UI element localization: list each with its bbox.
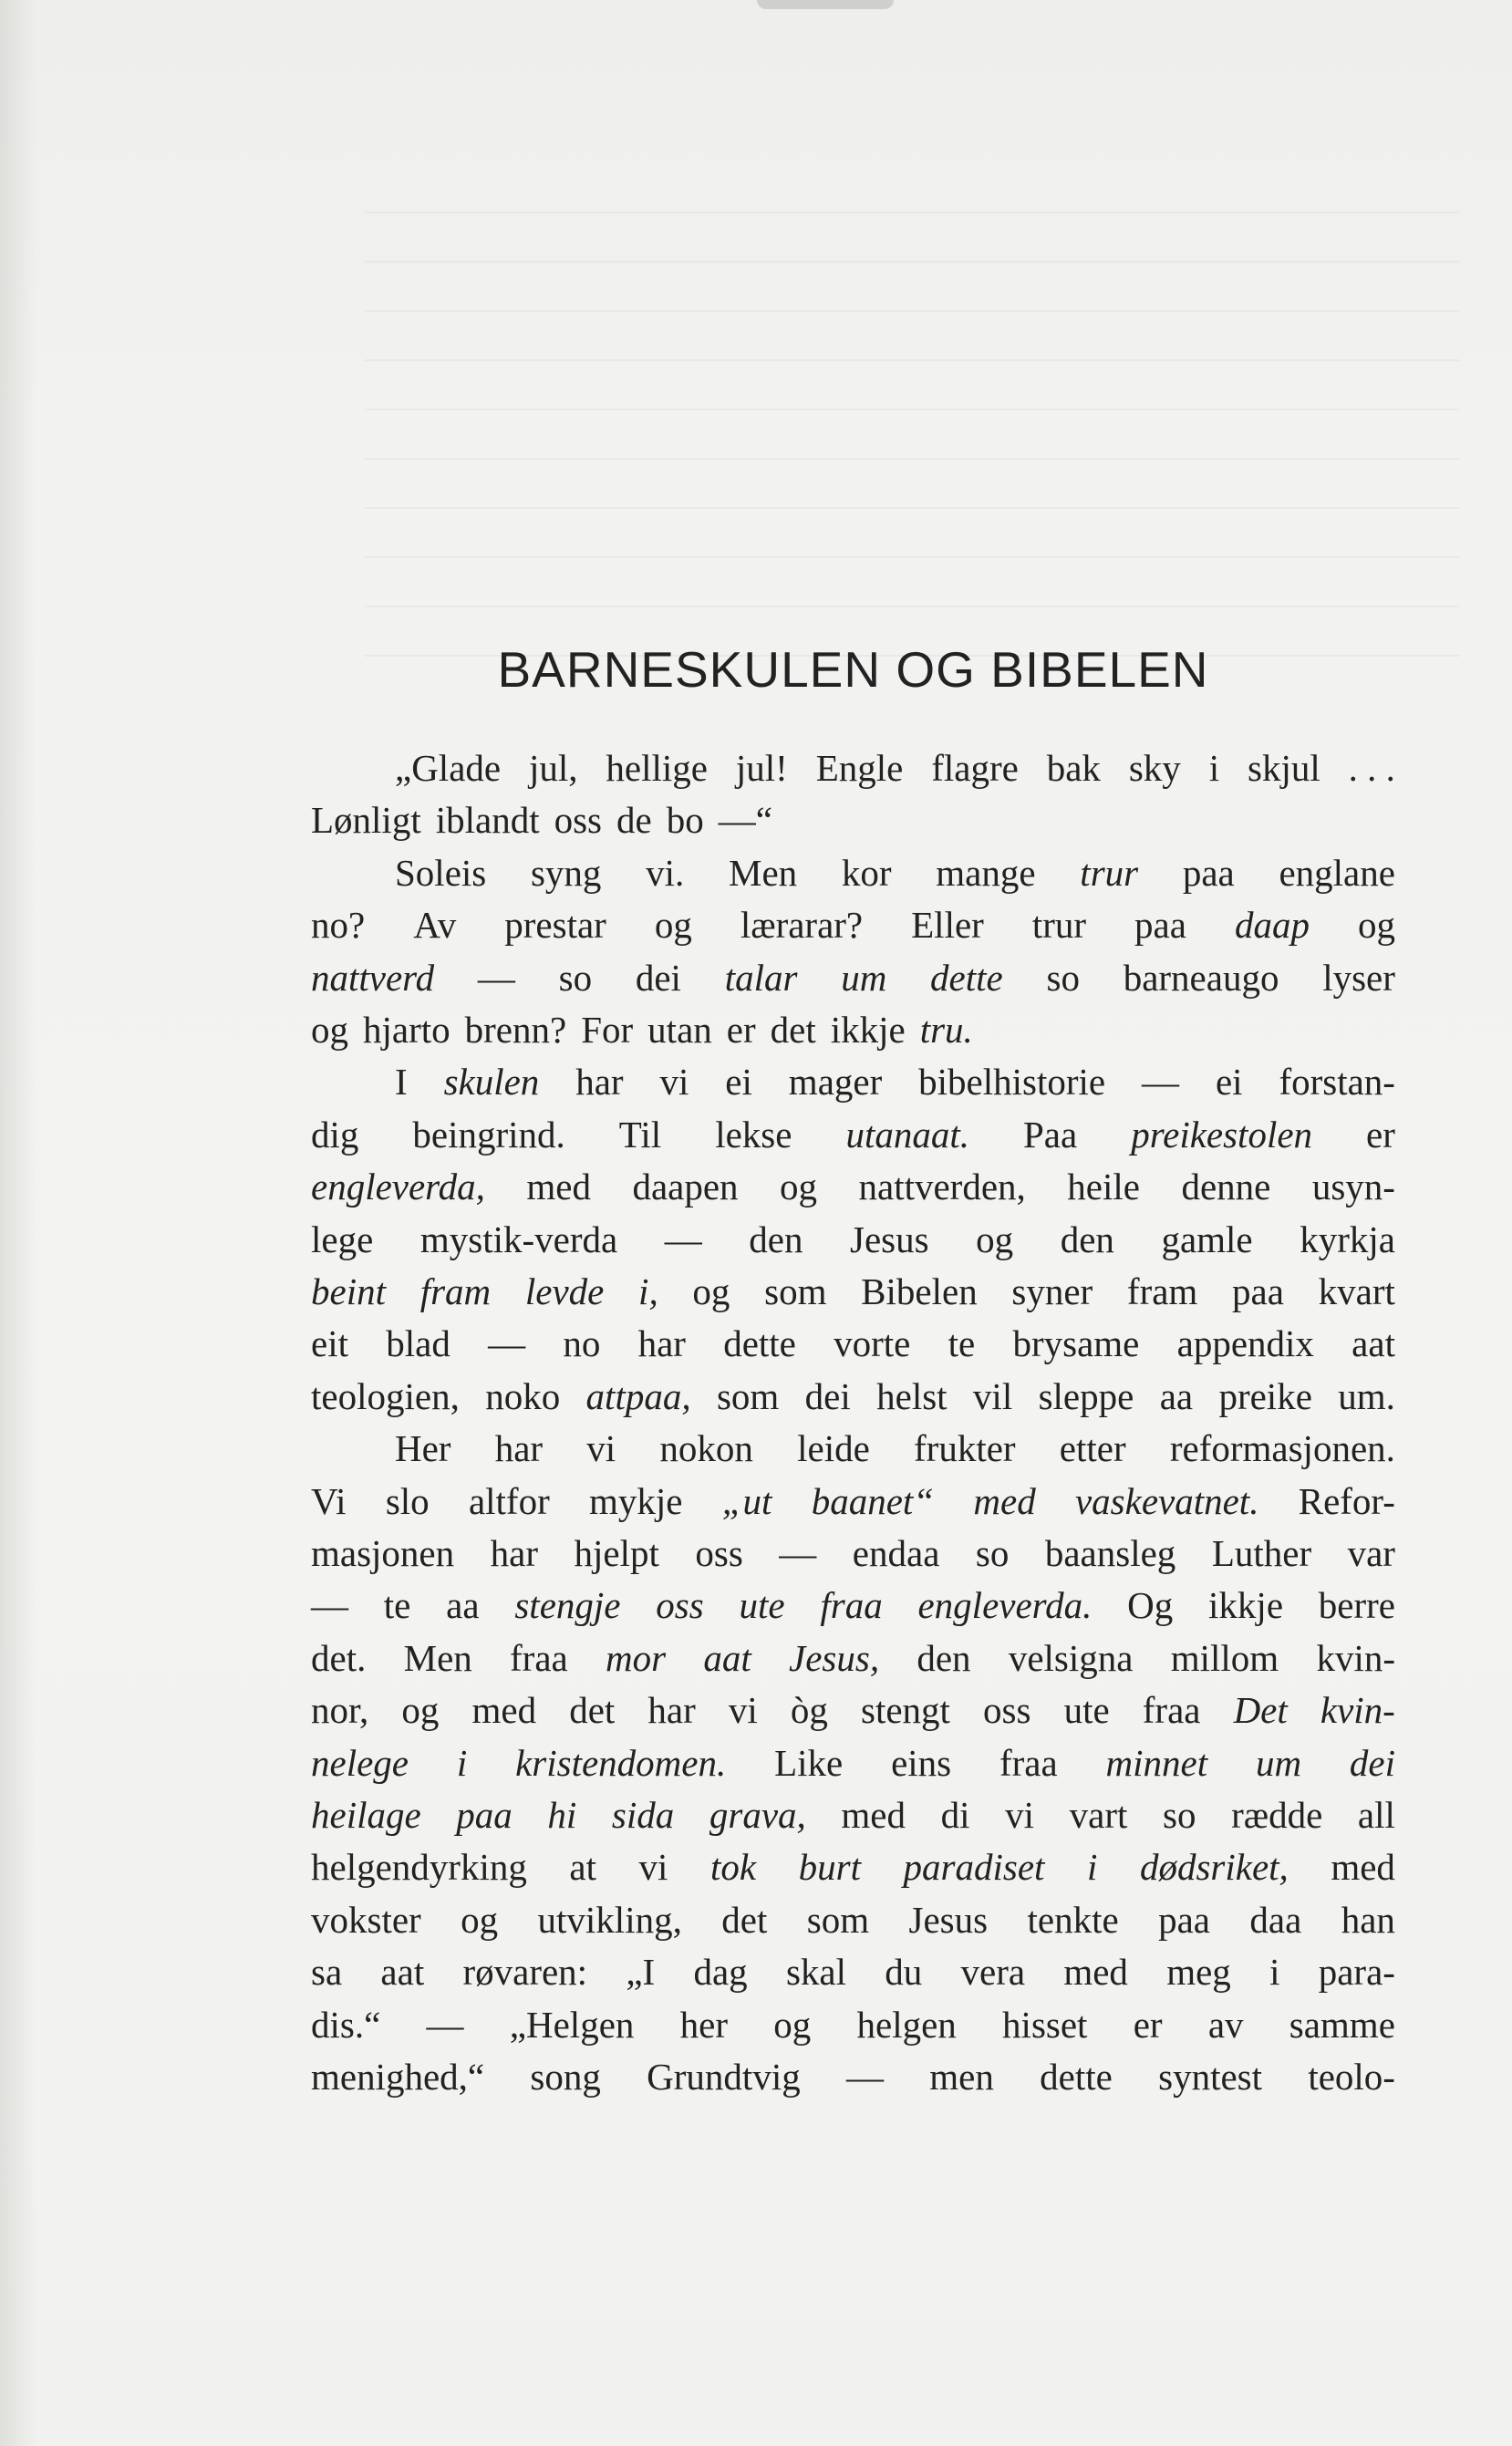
word: den (749, 1218, 803, 1260)
word: nattverden, (858, 1166, 1026, 1208)
word: so (975, 1532, 1010, 1574)
word: Her (395, 1427, 451, 1470)
text-line (311, 1161, 1395, 1212)
word: Jesus (908, 1898, 989, 1941)
word: jul! (735, 747, 788, 789)
word: no (563, 1322, 601, 1365)
word: sida (611, 1794, 675, 1836)
word: dette (723, 1322, 796, 1365)
word: beint (311, 1270, 386, 1312)
word: skulen (443, 1061, 540, 1104)
word: endaa (852, 1532, 940, 1574)
text-line (311, 1684, 1395, 1736)
word: berre (1318, 1584, 1395, 1627)
word: skjul (1247, 747, 1320, 789)
word: har (490, 1532, 538, 1574)
word: kvart (1318, 1270, 1395, 1312)
word: „Glade (395, 747, 502, 789)
word: og (461, 1898, 499, 1941)
word: Vi (311, 1479, 347, 1522)
word: millom (1170, 1636, 1279, 1679)
word: . . . (1348, 747, 1395, 789)
word: denne (1181, 1166, 1271, 1208)
word: er (1366, 1113, 1395, 1156)
word: eins (891, 1741, 952, 1784)
word: paa (1232, 1270, 1284, 1312)
word: sky (1128, 747, 1181, 789)
word: masjonen (311, 1532, 455, 1574)
word: —“ (718, 799, 772, 842)
word: dette (930, 956, 1003, 999)
text-line (311, 1737, 1395, 1788)
word: vi (586, 1427, 616, 1470)
word: òg (790, 1689, 828, 1732)
word: som (764, 1270, 827, 1312)
word: dis.“ (311, 2003, 381, 2046)
word: hjarto (363, 1009, 450, 1051)
word: Soleis (395, 851, 487, 894)
word: baanet“ (811, 1479, 935, 1522)
word: helgen (856, 2003, 957, 2046)
word: usyn- (1311, 1166, 1395, 1208)
word: og (401, 1689, 440, 1732)
word: helgendyrking (311, 1846, 527, 1889)
page-title: BARNESKULEN OG BIBELEN (497, 641, 1209, 698)
word: kyrkja (1300, 1218, 1395, 1260)
word: ei (725, 1061, 752, 1104)
word: so (558, 956, 593, 999)
word: rædde (1231, 1794, 1323, 1836)
word: lyser (1322, 956, 1395, 999)
word: Til (618, 1113, 662, 1156)
word: syng (530, 851, 602, 894)
word: altfor (468, 1479, 550, 1522)
text-line (311, 2051, 1395, 2102)
word: daapen (632, 1166, 739, 1208)
word: nattverd (311, 956, 435, 999)
word: daap (1234, 904, 1310, 947)
word: sleppe (1038, 1374, 1134, 1417)
text-line (311, 1528, 1395, 1579)
word: etter (1059, 1427, 1126, 1470)
word: og (654, 904, 692, 947)
word: stengt (860, 1689, 950, 1732)
word: i (1086, 1846, 1098, 1889)
word: reformasjonen. (1169, 1427, 1395, 1470)
word: i, (638, 1270, 658, 1312)
word: velsigna (1008, 1636, 1134, 1679)
text-line (311, 1004, 1395, 1055)
word: brysame (1012, 1322, 1140, 1365)
word: — (311, 1584, 348, 1627)
word: vart (1069, 1794, 1128, 1836)
word: prestar (504, 904, 606, 947)
word: bak (1046, 747, 1101, 789)
word: vil (972, 1374, 1013, 1417)
word: kor (841, 851, 892, 894)
word: Like (774, 1741, 844, 1784)
word: samme (1289, 2003, 1395, 2046)
word: vokster (311, 1898, 421, 1941)
word: baansleg (1044, 1532, 1176, 1574)
word: aa (1159, 1374, 1194, 1417)
word: dei (804, 1374, 851, 1417)
word: syntest (1158, 2056, 1263, 2098)
word: dette (1040, 2056, 1113, 2098)
word: vi (1005, 1794, 1035, 1836)
word: so (1046, 956, 1080, 999)
word: og (773, 2003, 812, 2046)
word: mange (936, 851, 1036, 894)
word: vi (728, 1689, 758, 1732)
word: Av (413, 904, 457, 947)
word: lærarar? (740, 904, 864, 947)
word: Lønligt (311, 799, 421, 842)
word: oss (983, 1689, 1031, 1732)
word: paa (456, 1794, 513, 1836)
word: Det (1233, 1689, 1288, 1732)
word: aat (703, 1636, 751, 1679)
text-line (311, 952, 1395, 1003)
word: med (973, 1479, 1036, 1522)
text-line (311, 1999, 1395, 2050)
text-line (311, 1580, 1395, 1631)
word: oss (554, 799, 603, 842)
word: nelege (311, 1741, 409, 1784)
word: — (779, 1532, 817, 1574)
word: og (1357, 904, 1395, 947)
word: bo (666, 799, 704, 842)
word: Eller (911, 904, 984, 947)
word: preike (1218, 1374, 1312, 1417)
word: talar (724, 956, 798, 999)
word: utanaat. (845, 1113, 969, 1156)
word: meg (1166, 1951, 1231, 1994)
word: heilage (311, 1794, 421, 1836)
word: aa (446, 1584, 480, 1627)
word: skal (785, 1951, 846, 1994)
text-line (311, 1109, 1395, 1160)
word: daa (1249, 1898, 1302, 1941)
word: flagre (931, 747, 1019, 789)
word: brenn? (464, 1009, 567, 1051)
word: og (311, 1009, 348, 1051)
word: sa (311, 1951, 343, 1994)
word: utan (647, 1009, 712, 1051)
word: var (1347, 1532, 1395, 1574)
word: i (1269, 1951, 1280, 1994)
word: det (569, 1689, 616, 1732)
word: fraa (999, 1741, 1058, 1784)
text-line (311, 742, 1395, 793)
word: oss (656, 1584, 704, 1627)
word: fraa (1142, 1689, 1201, 1732)
word: I (395, 1061, 408, 1104)
word: „Helgen (509, 2003, 635, 2046)
word: har (494, 1427, 544, 1470)
word: mor (606, 1636, 667, 1679)
text-line (311, 1789, 1395, 1840)
word: — (664, 1218, 702, 1260)
word: engleverda, (311, 1166, 485, 1208)
word: hisset (1002, 2003, 1088, 2046)
word: noko (485, 1374, 561, 1417)
word: paa (1158, 1898, 1210, 1941)
word: frukter (914, 1427, 1016, 1470)
text-line (311, 1894, 1395, 1945)
word: har (637, 1322, 686, 1365)
word: nor, (311, 1689, 369, 1732)
word: te (948, 1322, 976, 1365)
word: dig (311, 1113, 359, 1156)
word: det (770, 1009, 816, 1051)
word: kvin- (1316, 1636, 1395, 1679)
word: Bibelen (861, 1270, 978, 1312)
word: levde (524, 1270, 605, 1312)
text-line (311, 1632, 1395, 1684)
word: fraa (510, 1636, 568, 1679)
word: para- (1318, 1951, 1395, 1994)
word: er (726, 1009, 756, 1051)
word: tenkte (1027, 1898, 1119, 1941)
word: paa (1182, 851, 1235, 894)
word: helst (876, 1374, 948, 1417)
word: „I (626, 1951, 656, 1994)
word: preikestolen (1131, 1113, 1313, 1156)
word: den (917, 1636, 971, 1679)
word: vaskevatnet. (1074, 1479, 1259, 1522)
word: nokon (659, 1427, 753, 1470)
word: er (1133, 2003, 1163, 2046)
word: grava, (709, 1794, 806, 1836)
word: tru. (919, 1009, 973, 1051)
text-line (311, 899, 1395, 950)
word: ei (1215, 1061, 1243, 1104)
scan-smudge (757, 0, 894, 9)
word: For (581, 1009, 634, 1051)
word: med (471, 1689, 537, 1732)
scan-shadow (0, 0, 36, 2446)
word: kvin- (1320, 1689, 1395, 1732)
word: dei (1349, 1741, 1395, 1784)
word: røvaren: (462, 1951, 588, 1994)
word: Jesus (850, 1218, 929, 1260)
word: og (780, 1166, 818, 1208)
word: englane (1279, 851, 1395, 894)
word: so (1163, 1794, 1196, 1836)
word: de (616, 799, 652, 842)
word: med (841, 1794, 906, 1836)
word: „ut (721, 1479, 772, 1522)
word: som (716, 1374, 780, 1417)
word: vi (638, 1846, 668, 1889)
word: han (1341, 1898, 1395, 1941)
word: kristendomen. (515, 1741, 727, 1784)
word: all (1357, 1794, 1395, 1836)
word: teologien, (311, 1374, 460, 1417)
word: heile (1067, 1166, 1140, 1208)
word: trur (1080, 851, 1139, 894)
word: hellige (606, 747, 708, 789)
word: bibelhistorie (918, 1061, 1106, 1104)
word: i (456, 1741, 468, 1784)
word: den (1060, 1218, 1114, 1260)
word: beingrind. (412, 1113, 565, 1156)
word: di (940, 1794, 970, 1836)
text-line (311, 1946, 1395, 1997)
text-line (311, 1371, 1395, 1422)
word: paradiset (903, 1846, 1045, 1889)
word: lege (311, 1218, 374, 1260)
word: aat (1351, 1322, 1395, 1365)
word: her (679, 2003, 728, 2046)
word: forstan- (1279, 1061, 1395, 1104)
word: med (1063, 1951, 1128, 1994)
word: Refor- (1298, 1479, 1395, 1522)
word: dei (635, 956, 681, 999)
word: attpaa, (585, 1374, 691, 1417)
word: dag (693, 1951, 748, 1994)
word: Men (729, 851, 798, 894)
word: leide (797, 1427, 870, 1470)
word: engleverda. (917, 1584, 1093, 1627)
word: det (721, 1898, 768, 1941)
word: te (383, 1584, 411, 1627)
word: slo (385, 1479, 430, 1522)
text-line (311, 1056, 1395, 1107)
word: ute (1063, 1689, 1110, 1732)
word: hjelpt (574, 1532, 659, 1574)
word: vi. (646, 851, 685, 894)
word: teolo- (1308, 2056, 1395, 2098)
word: med (1331, 1846, 1395, 1889)
word: gamle (1161, 1218, 1253, 1260)
word: utvikling, (537, 1898, 682, 1941)
word: Og (1127, 1584, 1174, 1627)
word: tok (709, 1846, 757, 1889)
word: trur (1031, 904, 1087, 947)
word: iblandt (435, 799, 540, 842)
word: har (647, 1689, 696, 1732)
word: det. (311, 1636, 367, 1679)
word: jul, (528, 747, 578, 789)
word: har (575, 1061, 624, 1104)
word: og (692, 1270, 730, 1312)
text-line (311, 1318, 1395, 1369)
text-line (311, 847, 1395, 898)
word: dødsriket, (1139, 1846, 1289, 1889)
word: menighed,“ (311, 2056, 485, 2098)
word: Grundtvig (647, 2056, 801, 2098)
word: at (569, 1846, 596, 1889)
word: syner (1011, 1270, 1093, 1312)
word: som (806, 1898, 870, 1941)
word: vera (960, 1951, 1026, 1994)
word: Paa (1022, 1113, 1078, 1156)
word: Jesus, (789, 1636, 880, 1679)
word: med (526, 1166, 591, 1208)
word: Men (403, 1636, 472, 1679)
word: oss (695, 1532, 743, 1574)
text-line (311, 794, 1395, 845)
word: lekse (715, 1113, 792, 1156)
word: av (1207, 2003, 1244, 2046)
word: — (846, 2056, 884, 2098)
word: stengje (514, 1584, 621, 1627)
word: hi (547, 1794, 577, 1836)
word: vorte (834, 1322, 911, 1365)
text-line (311, 1266, 1395, 1317)
word: paa (1134, 904, 1186, 947)
word: blad (386, 1322, 450, 1365)
word: — (477, 956, 515, 999)
text-line (311, 1476, 1395, 1527)
word: um. (1338, 1374, 1395, 1417)
word: barneaugo (1123, 956, 1279, 999)
word: ikkje (830, 1009, 906, 1051)
word: aat (380, 1951, 425, 1994)
word: — (488, 1322, 526, 1365)
word: i (1208, 747, 1220, 789)
word: fram (419, 1270, 492, 1312)
word: — (426, 2003, 464, 2046)
word: ikkje (1208, 1584, 1284, 1627)
word: — (1142, 1061, 1180, 1104)
word: fram (1126, 1270, 1198, 1312)
text-line (311, 1423, 1395, 1474)
word: vi (659, 1061, 689, 1104)
word: og (976, 1218, 1014, 1260)
word: um (841, 956, 887, 999)
word: Luther (1211, 1532, 1312, 1574)
word: ute (739, 1584, 785, 1627)
word: song (530, 2056, 601, 2098)
word: men (929, 2056, 994, 2098)
word: um (1255, 1741, 1302, 1784)
text-line (311, 1841, 1395, 1892)
word: burt (798, 1846, 861, 1889)
word: appendix (1176, 1322, 1314, 1365)
text-line (311, 1214, 1395, 1265)
word: eit (311, 1322, 348, 1365)
word: fraa (820, 1584, 883, 1627)
word: du (885, 1951, 923, 1994)
word: mager (788, 1061, 883, 1104)
word: minnet (1105, 1741, 1208, 1784)
word: Engle (815, 747, 904, 789)
word: no? (311, 904, 366, 947)
word: mystik-verda (419, 1218, 618, 1260)
word: mykje (589, 1479, 683, 1522)
